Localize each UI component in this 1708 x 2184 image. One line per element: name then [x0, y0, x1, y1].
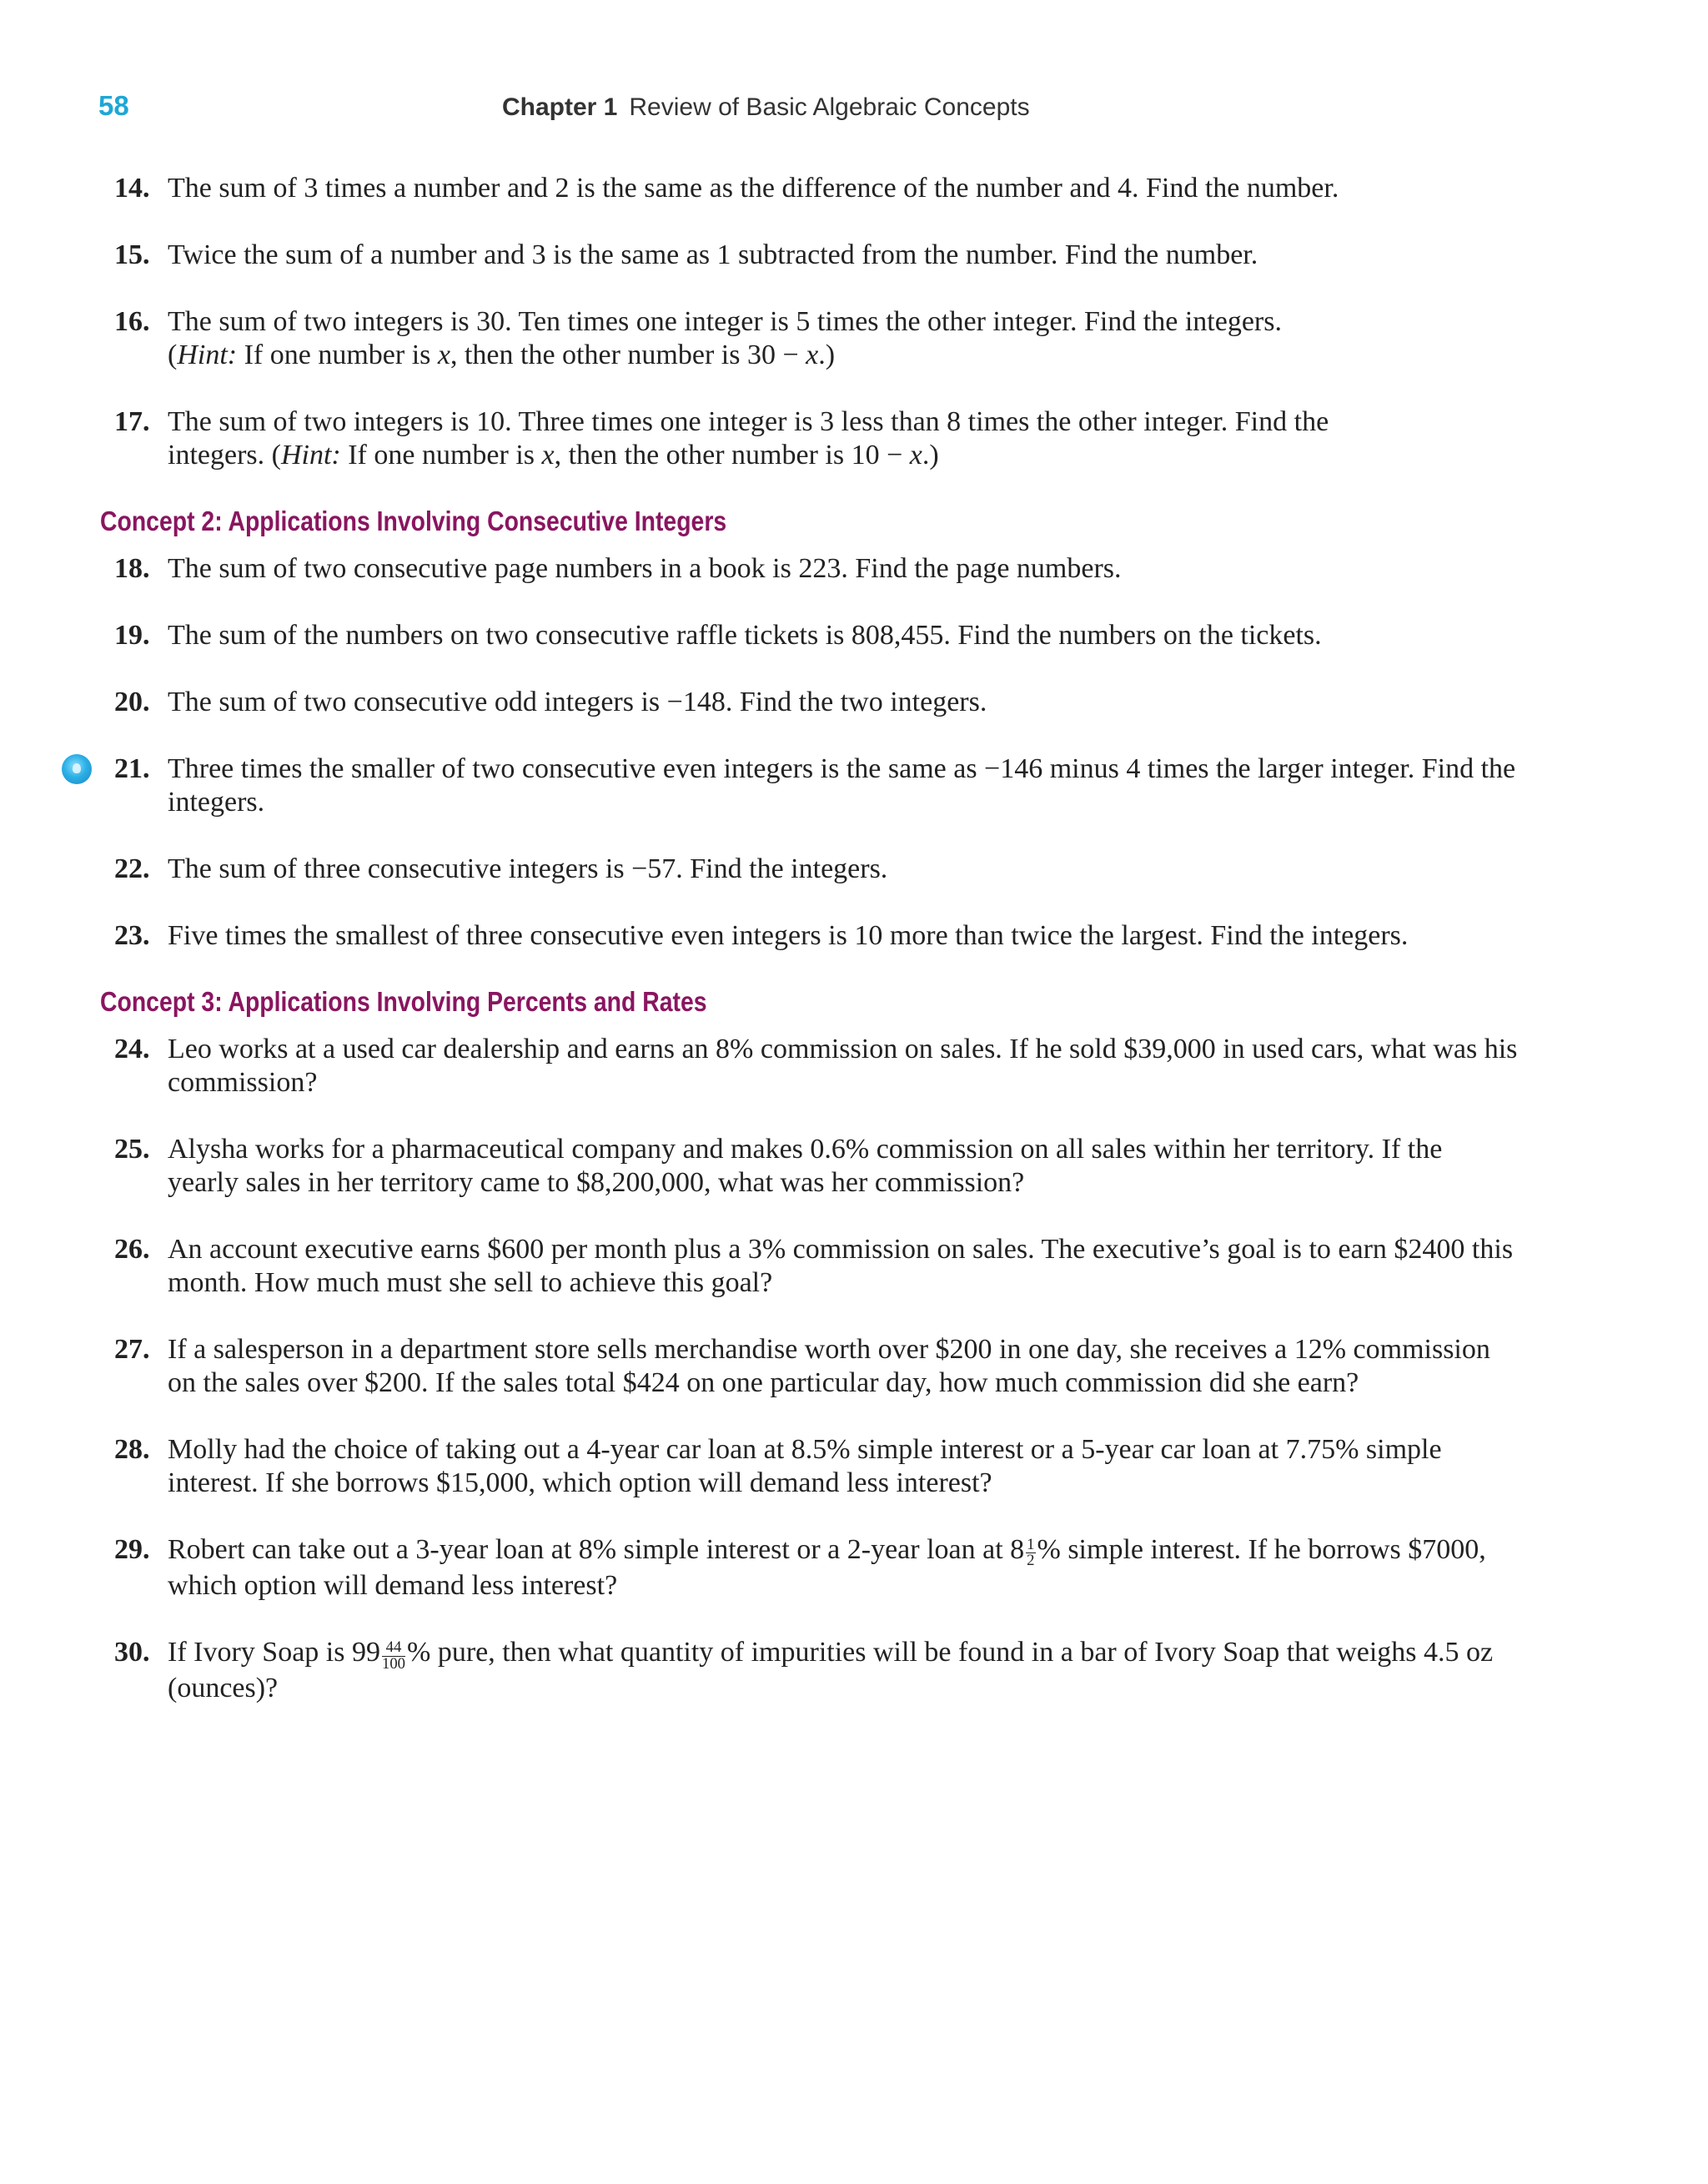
- problem-16: [100, 305, 1518, 372]
- problem-number: 17.: [114, 406, 150, 437]
- problem-text: Leo works at a used car dealership and earns an 8% commission on sales. If he sold $39,000 in used cars, what was his commission?: [168, 1034, 1518, 1098]
- hint-variable: x: [909, 440, 922, 471]
- problem-text: The sum of two consecutive odd integers is −148. Find the two integers.: [168, 687, 987, 717]
- problem-text: integers. (: [168, 440, 281, 471]
- problem-27: [100, 1333, 1518, 1400]
- problem-text: Molly had the choice of taking out a 4-year car loan at 8.5% simple interest or a 5-year car loan at 7.75% simple interest. If she borrows $15,000, which option will demand less interest?: [168, 1434, 1442, 1498]
- problem-number: 20.: [114, 687, 150, 717]
- fraction: [1026, 1537, 1035, 1569]
- problem-number: 22.: [114, 853, 150, 884]
- problem-19: [100, 619, 1518, 652]
- problem-number: 21.: [114, 753, 150, 784]
- chapter-title: Review of Basic Algebraic Concepts: [629, 93, 1030, 121]
- fraction-denominator: 2: [1027, 1552, 1035, 1570]
- problem-text: Robert can take out a 3-year loan at 8% simple interest or a 2-year loan at 8: [168, 1534, 1025, 1565]
- hint-close: .): [818, 340, 836, 370]
- problem-22: [100, 853, 1518, 886]
- problem-text: % simple interest. If he borrows $7000, which option will demand less interest?: [168, 1534, 1486, 1602]
- problem-text: The sum of two integers is 10. Three times one integer is 3 less than 8 times the other integer. Find the: [168, 406, 1329, 437]
- problem-number: 27.: [114, 1334, 150, 1365]
- hint-variable: x: [437, 340, 450, 370]
- concept-2-heading: Concept 2: Applications Involving Consecutive Integers: [100, 506, 727, 536]
- problem-text: % pure, then what quantity of impurities will be found in a bar of Ivory Soap that weighs 4.5 oz (ounces)?: [168, 1637, 1494, 1704]
- hint-open: (: [168, 340, 178, 370]
- problem-number: 29.: [114, 1534, 150, 1565]
- problem-21: [100, 752, 1518, 819]
- problem-number: 30.: [114, 1637, 150, 1668]
- concept-3-heading: Concept 3: Applications Involving Percents and Rates: [100, 986, 707, 1017]
- problem-25: [100, 1133, 1518, 1200]
- problem-29: [100, 1533, 1518, 1603]
- problem-text: The sum of the numbers on two consecutive raffle tickets is 808,455. Find the numbers on the tickets.: [168, 620, 1322, 651]
- problem-number: 16.: [114, 306, 150, 337]
- fraction-numerator: 44: [382, 1640, 405, 1657]
- problem-18: [100, 552, 1518, 586]
- problem-text: The sum of three consecutive integers is −57. Find the integers.: [168, 853, 888, 884]
- problem-text: Five times the smallest of three consecutive even integers is 10 more than twice the largest. Find the integers.: [168, 920, 1409, 951]
- problem-17: [100, 405, 1518, 472]
- problem-text: If a salesperson in a department store sells merchandise worth over $200 in one day, she receives a 12% commission on the sales over $200. If the sales total $424 on one particular day, how much commission did she earn?: [168, 1334, 1490, 1398]
- hint-text: If one number is: [340, 440, 542, 471]
- problem-24: [100, 1033, 1518, 1100]
- chapter-label: Chapter 1: [502, 93, 618, 121]
- problem-text: If Ivory Soap is 99: [168, 1637, 380, 1668]
- hint-variable: x: [806, 340, 819, 370]
- problem-14: [100, 172, 1518, 205]
- problem-text: The sum of 3 times a number and 2 is the same as the difference of the number and 4. Find the number.: [168, 173, 1339, 204]
- problem-text: Three times the smaller of two consecutive even integers is the same as −146 minus 4 times the larger integer. Find the integers.: [168, 753, 1516, 818]
- problem-text: Alysha works for a pharmaceutical company and makes 0.6% commission on all sales within her territory. If the yearly sales in her territory came to $8,200,000, what was her commission?: [168, 1134, 1443, 1198]
- problem-number: 25.: [114, 1134, 150, 1165]
- fraction-numerator: 1: [1027, 1535, 1035, 1553]
- hint-close: .): [922, 440, 939, 471]
- page-number: 58: [98, 90, 129, 121]
- problem-text: The sum of two consecutive page numbers in a book is 223. Find the page numbers.: [168, 553, 1122, 584]
- problem-number: 26.: [114, 1234, 150, 1265]
- problem-20: [100, 686, 1518, 719]
- problem-text: An account executive earns $600 per month plus a 3% commission on sales. The executive’s goal is to earn $2400 this month. How much must she sell to achieve this goal?: [168, 1234, 1514, 1298]
- problem-number: 28.: [114, 1434, 150, 1465]
- hint-text: If one number is: [237, 340, 438, 370]
- problem-28: [100, 1433, 1518, 1500]
- fraction-denominator: 100: [381, 1654, 405, 1673]
- problem-number: 24.: [114, 1034, 150, 1064]
- hint-variable: x: [541, 440, 555, 471]
- hint-label: Hint:: [280, 440, 341, 471]
- hint-text: , then the other number is 30 −: [450, 340, 806, 370]
- hint-text: , then the other number is 10 −: [554, 440, 910, 471]
- problem-text: The sum of two integers is 30. Ten times one integer is 5 times the other integer. Find the integers.: [168, 306, 1282, 337]
- problem-30: [100, 1636, 1518, 1705]
- problem-number: 23.: [114, 920, 150, 951]
- video-marker-icon[interactable]: [62, 754, 92, 784]
- hint-label: Hint:: [177, 340, 238, 370]
- problem-number: 14.: [114, 173, 150, 204]
- problem-number: 19.: [114, 620, 150, 651]
- problem-26: [100, 1233, 1518, 1300]
- problem-number: 18.: [114, 553, 150, 584]
- problem-number: 15.: [114, 239, 150, 270]
- running-head: [502, 93, 1030, 122]
- fraction: [382, 1640, 405, 1672]
- problem-text: Twice the sum of a number and 3 is the same as 1 subtracted from the number. Find the number.: [168, 239, 1258, 270]
- exercise-list: [100, 172, 1518, 1739]
- problem-15: [100, 239, 1518, 272]
- problem-23: [100, 919, 1518, 953]
